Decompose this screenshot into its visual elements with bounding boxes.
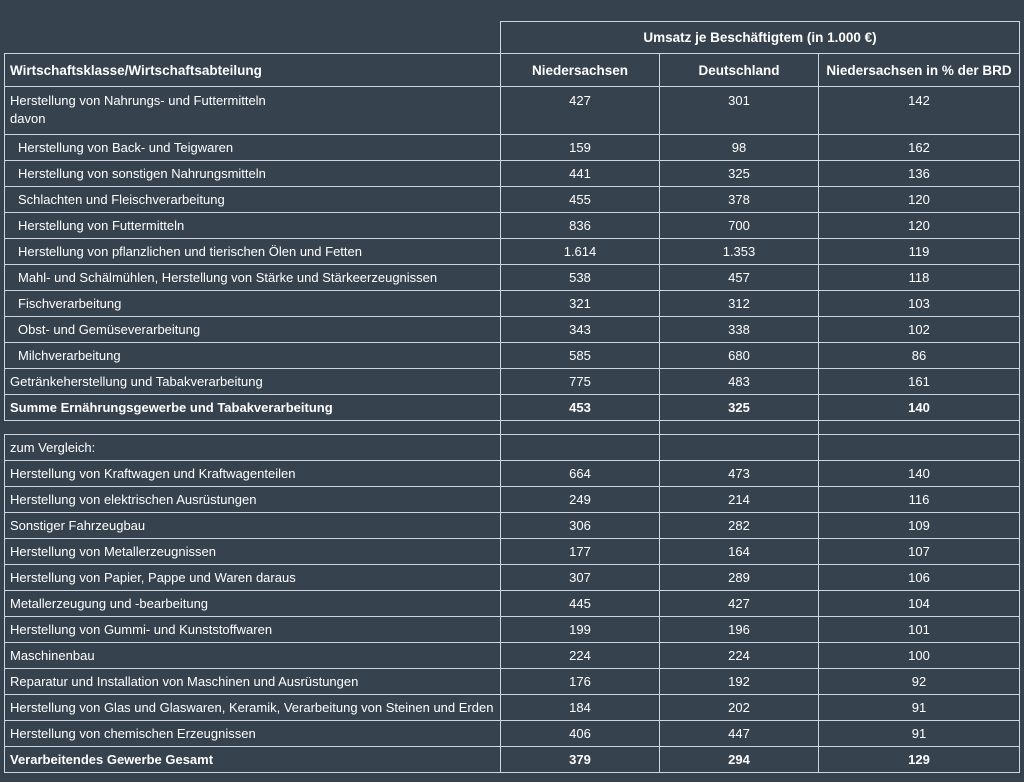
- comparison-title-row: [5, 435, 1020, 461]
- table-row: [5, 721, 1020, 747]
- column-header-sector: Wirtschaftsklasse/Wirtschaftsabteilung: [5, 54, 501, 87]
- empty-corner: [5, 22, 501, 54]
- value-niedersachsen: 427: [501, 87, 660, 135]
- value-deutschland: 378: [660, 187, 819, 213]
- value-percent: 140: [819, 461, 1020, 487]
- table-row: [5, 669, 1020, 695]
- value-deutschland: 700: [660, 213, 819, 239]
- table-row: [5, 591, 1020, 617]
- row-label: Metallerzeugung und -bearbeitung: [5, 591, 501, 617]
- value-percent: 118: [819, 265, 1020, 291]
- spacer-cell: [819, 421, 1020, 435]
- value-percent: 106: [819, 565, 1020, 591]
- row-label: Verarbeitendes Gewerbe Gesamt: [5, 747, 501, 773]
- value-niedersachsen: 199: [501, 617, 660, 643]
- row-label: Fischverarbeitung: [5, 291, 501, 317]
- value-deutschland: 325: [660, 395, 819, 421]
- table-row: [5, 395, 1020, 421]
- row-label: Sonstiger Fahrzeugbau: [5, 513, 501, 539]
- value-percent: 104: [819, 591, 1020, 617]
- revenue-per-employee-table: [4, 21, 1020, 773]
- value-deutschland: 680: [660, 343, 819, 369]
- table-row: [5, 161, 1020, 187]
- value-niedersachsen: 343: [501, 317, 660, 343]
- value-niedersachsen: 379: [501, 747, 660, 773]
- value-deutschland: 202: [660, 695, 819, 721]
- row-label: Obst- und Gemüseverarbeitung: [5, 317, 501, 343]
- value-niedersachsen: 321: [501, 291, 660, 317]
- value-niedersachsen: 585: [501, 343, 660, 369]
- row-label: Herstellung von Back- und Teigwaren: [5, 135, 501, 161]
- row-label: Reparatur und Installation von Maschinen und Ausrüstungen: [5, 669, 501, 695]
- value-niedersachsen: 184: [501, 695, 660, 721]
- value-niedersachsen: 307: [501, 565, 660, 591]
- value-percent: 107: [819, 539, 1020, 565]
- value-niedersachsen: 249: [501, 487, 660, 513]
- spacer-cell: [5, 421, 501, 435]
- value-percent: 129: [819, 747, 1020, 773]
- value-percent: 120: [819, 213, 1020, 239]
- value-percent: 116: [819, 487, 1020, 513]
- table-row: [5, 643, 1020, 669]
- empty-cell: [501, 435, 660, 461]
- row-label: Mahl- und Schälmühlen, Herstellung von Stärke und Stärkeerzeugnissen: [5, 265, 501, 291]
- value-percent: 161: [819, 369, 1020, 395]
- row-label: Herstellung von Glas und Glaswaren, Keramik, Verarbeitung von Steinen und Erden: [5, 695, 501, 721]
- value-percent: 142: [819, 87, 1020, 135]
- value-niedersachsen: 441: [501, 161, 660, 187]
- empty-cell: [819, 435, 1020, 461]
- value-percent: 109: [819, 513, 1020, 539]
- value-percent: 120: [819, 187, 1020, 213]
- table-row: [5, 239, 1020, 265]
- value-deutschland: 427: [660, 591, 819, 617]
- value-deutschland: 224: [660, 643, 819, 669]
- row-label: Herstellung von Gummi- und Kunststoffwaren: [5, 617, 501, 643]
- table-row: [5, 695, 1020, 721]
- value-deutschland: 473: [660, 461, 819, 487]
- table-row: [5, 343, 1020, 369]
- table-row: [5, 291, 1020, 317]
- value-deutschland: 196: [660, 617, 819, 643]
- value-niedersachsen: 176: [501, 669, 660, 695]
- column-header-deutschland: Deutschland: [660, 54, 819, 87]
- row-label: Herstellung von Papier, Pappe und Waren daraus: [5, 565, 501, 591]
- spacer-cell: [660, 421, 819, 435]
- group-header-title: Umsatz je Beschäftigtem (in 1.000 €): [501, 22, 1020, 54]
- value-niedersachsen: 445: [501, 591, 660, 617]
- value-niedersachsen: 177: [501, 539, 660, 565]
- column-header-row: [5, 54, 1020, 87]
- comparison-title: zum Vergleich:: [5, 435, 501, 461]
- table-row: [5, 513, 1020, 539]
- spacer-cell: [501, 421, 660, 435]
- row-label: Herstellung von Nahrungs- und Futtermitteln davon: [5, 87, 501, 135]
- value-niedersachsen: 1.614: [501, 239, 660, 265]
- row-label: Milchverarbeitung: [5, 343, 501, 369]
- table-row: [5, 317, 1020, 343]
- row-label: Herstellung von chemischen Erzeugnissen: [5, 721, 501, 747]
- value-deutschland: 447: [660, 721, 819, 747]
- table-row: [5, 539, 1020, 565]
- table-row: [5, 617, 1020, 643]
- value-percent: 91: [819, 721, 1020, 747]
- value-niedersachsen: 224: [501, 643, 660, 669]
- value-percent: 86: [819, 343, 1020, 369]
- value-niedersachsen: 664: [501, 461, 660, 487]
- table-row: [5, 135, 1020, 161]
- value-deutschland: 338: [660, 317, 819, 343]
- value-deutschland: 289: [660, 565, 819, 591]
- value-percent: 92: [819, 669, 1020, 695]
- value-niedersachsen: 159: [501, 135, 660, 161]
- value-deutschland: 294: [660, 747, 819, 773]
- row-label: Herstellung von pflanzlichen und tierischen Ölen und Fetten: [5, 239, 501, 265]
- value-deutschland: 1.353: [660, 239, 819, 265]
- value-niedersachsen: 538: [501, 265, 660, 291]
- value-deutschland: 98: [660, 135, 819, 161]
- value-deutschland: 192: [660, 669, 819, 695]
- value-niedersachsen: 306: [501, 513, 660, 539]
- row-label: Schlachten und Fleischverarbeitung: [5, 187, 501, 213]
- value-percent: 140: [819, 395, 1020, 421]
- value-niedersachsen: 453: [501, 395, 660, 421]
- table-row: [5, 87, 1020, 135]
- table-row: [5, 461, 1020, 487]
- group-header-row: [5, 22, 1020, 54]
- value-percent: 136: [819, 161, 1020, 187]
- row-label: Herstellung von Metallerzeugnissen: [5, 539, 501, 565]
- value-percent: 119: [819, 239, 1020, 265]
- table-row: [5, 213, 1020, 239]
- row-label: Herstellung von elektrischen Ausrüstungen: [5, 487, 501, 513]
- table-row: [5, 369, 1020, 395]
- value-niedersachsen: 406: [501, 721, 660, 747]
- row-label: Maschinenbau: [5, 643, 501, 669]
- table-row: [5, 187, 1020, 213]
- value-deutschland: 457: [660, 265, 819, 291]
- column-header-niedersachsen: Niedersachsen: [501, 54, 660, 87]
- value-percent: 103: [819, 291, 1020, 317]
- value-niedersachsen: 836: [501, 213, 660, 239]
- row-label: Herstellung von sonstigen Nahrungsmitteln: [5, 161, 501, 187]
- value-percent: 102: [819, 317, 1020, 343]
- value-niedersachsen: 775: [501, 369, 660, 395]
- row-label: Herstellung von Kraftwagen und Kraftwagenteilen: [5, 461, 501, 487]
- value-deutschland: 214: [660, 487, 819, 513]
- value-deutschland: 301: [660, 87, 819, 135]
- row-label: Summe Ernährungsgewerbe und Tabakverarbeitung: [5, 395, 501, 421]
- table-row: [5, 565, 1020, 591]
- column-header-percent: Niedersachsen in % der BRD: [819, 54, 1020, 87]
- value-deutschland: 282: [660, 513, 819, 539]
- value-percent: 101: [819, 617, 1020, 643]
- table-row: [5, 265, 1020, 291]
- value-deutschland: 312: [660, 291, 819, 317]
- value-deutschland: 325: [660, 161, 819, 187]
- value-percent: 100: [819, 643, 1020, 669]
- value-percent: 162: [819, 135, 1020, 161]
- empty-cell: [660, 435, 819, 461]
- value-percent: 91: [819, 695, 1020, 721]
- row-label: Herstellung von Futtermitteln: [5, 213, 501, 239]
- table-row: [5, 747, 1020, 773]
- spacer-row: [5, 421, 1020, 435]
- row-label: Getränkeherstellung und Tabakverarbeitung: [5, 369, 501, 395]
- value-niedersachsen: 455: [501, 187, 660, 213]
- value-deutschland: 483: [660, 369, 819, 395]
- value-deutschland: 164: [660, 539, 819, 565]
- table-row: [5, 487, 1020, 513]
